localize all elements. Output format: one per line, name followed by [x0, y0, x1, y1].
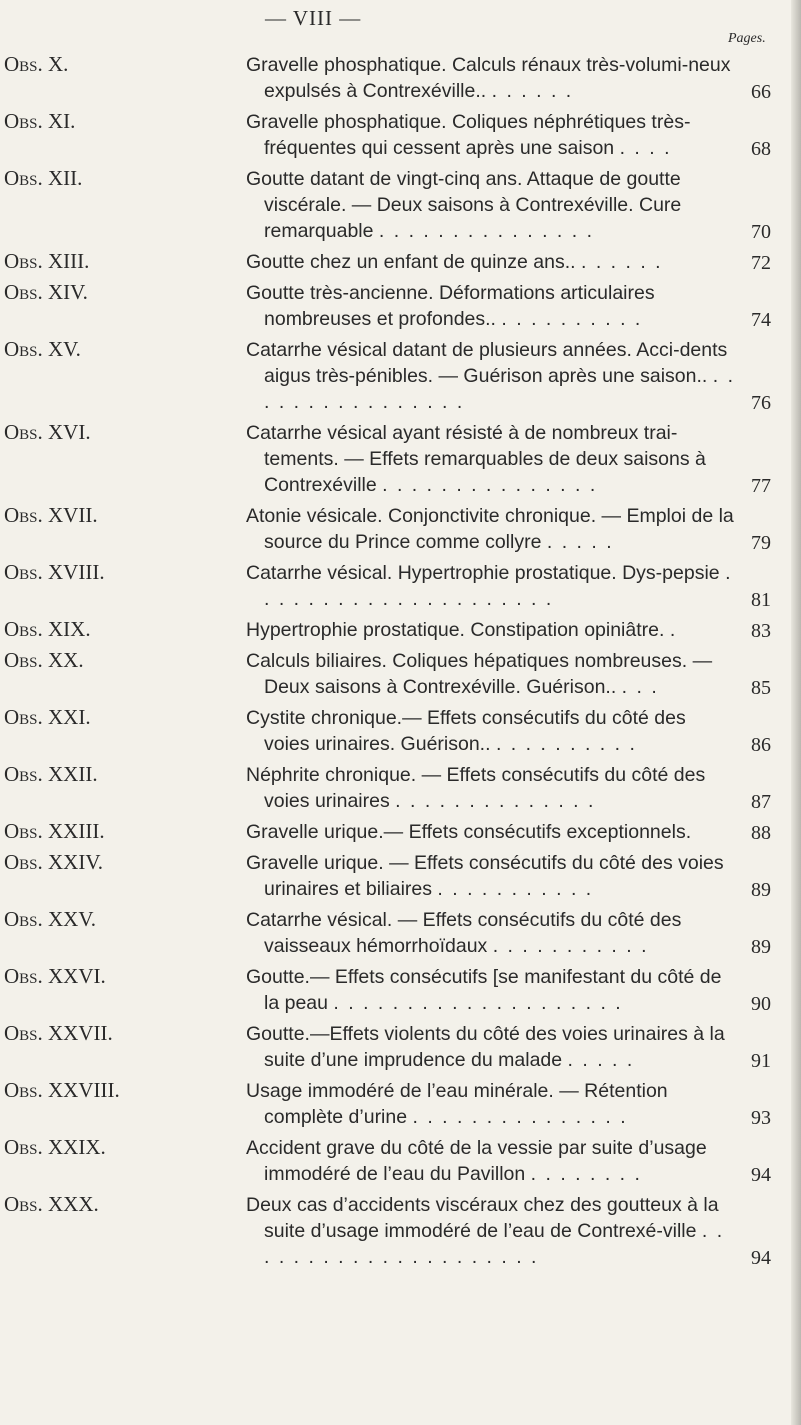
- list-item: [0, 648, 801, 700]
- list-item: [0, 249, 801, 275]
- running-head: — VIII —: [265, 6, 362, 30]
- list-item: [0, 337, 801, 415]
- description-text: Cystite chronique.— Effets consécutifs du côté des voies urinaires. Guérison..: [246, 707, 686, 755]
- observation-number: Obs. XVI.: [4, 420, 91, 444]
- description-text: Atonie vésicale. Conjonctivite chronique. — Emploi de la source du Prince comme collyre: [246, 505, 734, 553]
- leader-dots: . . . . . . . . . .: [495, 733, 637, 755]
- observation-number: Obs. XVIII.: [4, 560, 105, 584]
- observation-number: Obs. XIX.: [4, 617, 91, 641]
- list-item: [0, 1078, 801, 1130]
- page-number: 86: [751, 734, 771, 756]
- description-text: Hypertrophie prostatique. Constipation opiniâtre.: [246, 619, 665, 641]
- list-item: [0, 280, 801, 332]
- page-number: 77: [751, 475, 771, 497]
- observation-description: [246, 249, 736, 275]
- leader-dots: . . . . . . . . . .: [501, 308, 643, 330]
- page-number: 91: [751, 1050, 771, 1072]
- leader-dots: . . .: [621, 676, 659, 698]
- leader-dots: . . . . . . . . . . . . . . . . . . . .: [333, 992, 623, 1014]
- description-text: Goutte.— Effets consécutifs [se manifestant du côté de la peau: [246, 966, 722, 1014]
- description-text: Goutte très-ancienne. Déformations articulaires nombreuses et profondes..: [246, 282, 655, 330]
- observation-number: Obs. XXV.: [4, 907, 97, 931]
- observation-description: [246, 964, 736, 1016]
- observation-description: [246, 1192, 736, 1270]
- description-text: Catarrhe vésical datant de plusieurs années. Acci-dents aigus très-pénibles. — Guérison après une saison..: [246, 339, 728, 387]
- list-item: [0, 560, 801, 612]
- page-number: 66: [751, 81, 771, 103]
- page-number: 79: [751, 532, 771, 554]
- list-item: [0, 907, 801, 959]
- observation-number: Obs. XI.: [4, 109, 76, 133]
- page-number: 83: [751, 620, 771, 642]
- leader-dots: . . . . . . . . . . . . . . .: [378, 220, 595, 242]
- list-item: [0, 503, 801, 555]
- observation-number: Obs. XXII.: [4, 762, 98, 786]
- description-text: Accident grave du côté de la vessie par suite d’usage immodéré de l’eau du Pavillon: [246, 1137, 707, 1185]
- observation-description: [246, 166, 736, 244]
- page-number: 81: [751, 589, 771, 611]
- pages-column-label: Pages.: [728, 31, 766, 46]
- list-item: [0, 819, 801, 845]
- leader-dots: . . . . .: [546, 531, 614, 553]
- observation-description: [246, 280, 736, 332]
- page-number: 93: [751, 1107, 771, 1129]
- observation-number: Obs. XXVIII.: [4, 1078, 120, 1102]
- leader-dots: . . . . . . . . . . . . . . .: [382, 474, 598, 496]
- description-text: Gravelle phosphatique. Calculs rénaux très-volumi-neux expulsés à Contrexéville..: [246, 54, 731, 102]
- observation-description: [246, 762, 736, 814]
- observation-description: [246, 648, 736, 700]
- observation-description: [246, 420, 736, 498]
- description-text: Catarrhe vésical. — Effets consécutifs du côté des vaisseaux hémorrhoïdaux: [246, 909, 682, 957]
- leader-dots: . . . . . . . . . . .: [437, 878, 594, 900]
- page-number: 94: [751, 1164, 771, 1186]
- description-text: Deux cas d’accidents viscéraux chez des goutteux à la suite d’usage immodéré de l’eau de Contrexé-ville: [246, 1194, 719, 1242]
- description-text: Calculs biliaires. Coliques hépatiques nombreuses. — Deux saisons à Contrexéville. Guérison..: [246, 650, 713, 698]
- description-text: Gravelle urique.— Effets consécutifs exceptionnels.: [246, 821, 692, 843]
- page-number: 74: [751, 309, 771, 331]
- page-number: 76: [751, 392, 771, 414]
- observation-number: Obs. X.: [4, 52, 69, 76]
- description-text: Catarrhe vésical ayant résisté à de nombreux trai-tements. — Effets remarquables de deux saisons à Contrexéville: [246, 422, 706, 496]
- leader-dots: . . . .: [619, 137, 672, 159]
- observation-number: Obs. XXX.: [4, 1192, 99, 1216]
- page-number: 94: [751, 1247, 771, 1269]
- page-number: 70: [751, 221, 771, 243]
- description-text: Goutte.—Effets violents du côté des voies urinaires à la suite d’une imprudence du malade: [246, 1023, 725, 1071]
- leader-dots: .: [669, 619, 678, 641]
- page-header: [0, 6, 801, 46]
- leader-dots: . . . . . . . . . . . . . . . . . . . . .: [264, 562, 733, 610]
- page-number: 87: [751, 791, 771, 813]
- list-item: [0, 964, 801, 1016]
- leader-dots: . . . . . . . . . . . . . . .: [412, 1106, 628, 1128]
- leader-dots: . . . . . . . . . . . . . . . . . . . . .: [264, 1220, 725, 1268]
- leader-dots: . . . . . . . .: [530, 1163, 642, 1185]
- observation-description: [246, 1078, 736, 1130]
- observation-description: [246, 819, 736, 845]
- observation-number: Obs. XXVI.: [4, 964, 106, 988]
- page-number: 90: [751, 993, 771, 1015]
- observation-number: Obs. XVII.: [4, 503, 98, 527]
- leader-dots: . . . . . .: [581, 251, 663, 273]
- observation-number: Obs. XXIII.: [4, 819, 105, 843]
- description-text: Catarrhe vésical. Hypertrophie prostatique. Dys-pepsie: [246, 562, 720, 584]
- observation-description: [246, 1021, 736, 1073]
- description-text: Gravelle urique. — Effets consécutifs du côté des voies urinaires et biliaires: [246, 852, 724, 900]
- observation-number: Obs. XXVII.: [4, 1021, 113, 1045]
- description-text: Néphrite chronique. — Effets consécutifs du côté des voies urinaires: [246, 764, 706, 812]
- observation-description: [246, 850, 736, 902]
- page-number: 89: [751, 879, 771, 901]
- observation-number: Obs. XX.: [4, 648, 84, 672]
- observation-description: [246, 337, 736, 415]
- leader-dots: . . . . . .: [491, 80, 574, 102]
- leader-dots: . . . . . . . . . . .: [492, 935, 649, 957]
- observation-description: [246, 109, 736, 161]
- list-item: [0, 617, 801, 643]
- leader-dots: . . . . .: [567, 1049, 635, 1071]
- observation-description: [246, 52, 736, 104]
- description-text: Gravelle phosphatique. Coliques néphrétiques très-fréquentes qui cessent après une saison: [246, 111, 691, 159]
- list-item: [0, 420, 801, 498]
- observation-number: Obs. XXIV.: [4, 850, 104, 874]
- observation-number: Obs. XIV.: [4, 280, 88, 304]
- leader-dots: . . . . . . . . . . . . . .: [395, 790, 596, 812]
- observation-number: Obs. XXI.: [4, 705, 91, 729]
- page-number: 88: [751, 822, 771, 844]
- page-number: 72: [751, 252, 771, 274]
- observation-description: [246, 1135, 736, 1187]
- observation-description: [246, 617, 736, 643]
- description-text: Goutte chez un enfant de quinze ans..: [246, 251, 576, 273]
- observation-number: Obs. XV.: [4, 337, 81, 361]
- list-item: [0, 1135, 801, 1187]
- observation-number: Obs. XII.: [4, 166, 83, 190]
- observation-number: Obs. XXIX.: [4, 1135, 106, 1159]
- page-number: 89: [751, 936, 771, 958]
- list-item: [0, 1192, 801, 1270]
- list-item: [0, 762, 801, 814]
- list-item: [0, 705, 801, 757]
- description-text: Goutte datant de vingt-cinq ans. Attaque de goutte viscérale. — Deux saisons à Contrexéville. Cure remarquable: [246, 168, 682, 242]
- page-number: 85: [751, 677, 771, 699]
- observation-description: [246, 560, 736, 612]
- list-item: [0, 52, 801, 104]
- leader-dots: . . . . . . . . . . . . . . . .: [264, 365, 736, 413]
- table-of-contents: [0, 52, 801, 1275]
- page-number: 68: [751, 138, 771, 160]
- observation-description: [246, 907, 736, 959]
- list-item: [0, 166, 801, 244]
- observation-description: [246, 503, 736, 555]
- list-item: [0, 109, 801, 161]
- list-item: [0, 850, 801, 902]
- list-item: [0, 1021, 801, 1073]
- observation-description: [246, 705, 736, 757]
- description-text: Usage immodéré de l’eau minérale. — Rétention complète d’urine: [246, 1080, 668, 1128]
- observation-number: Obs. XIII.: [4, 249, 90, 273]
